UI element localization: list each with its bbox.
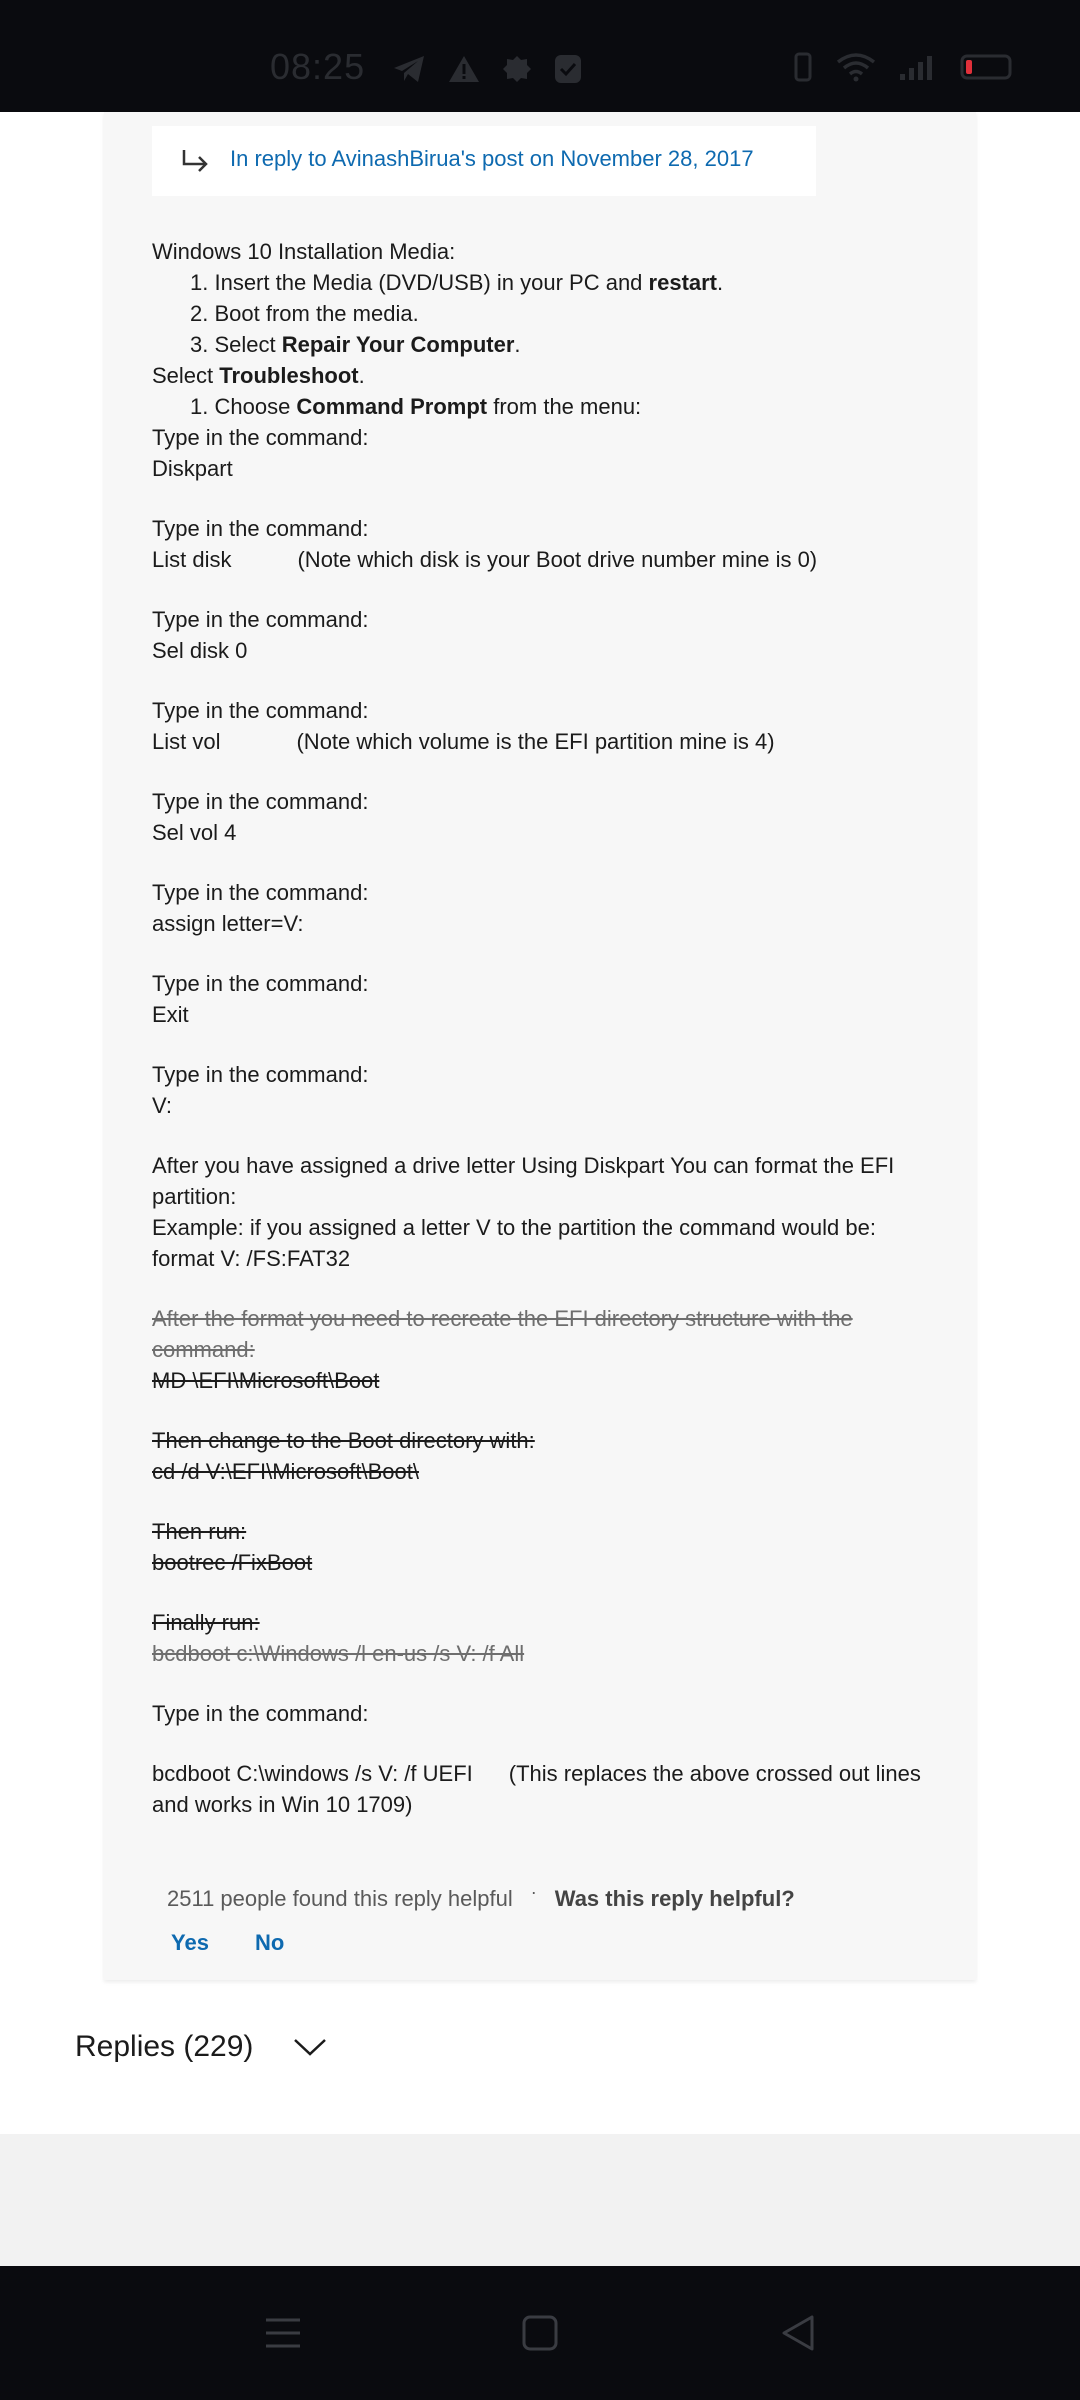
type-command-label: Type in the command:: [152, 1062, 369, 1087]
command-text: V:: [152, 1093, 172, 1118]
replies-label: Replies (229): [75, 2030, 254, 2063]
struck-text: Finally run:: [152, 1610, 260, 1635]
vibrate-icon: [792, 52, 814, 82]
command-text: List disk (Note which disk is your Boot drive number mine is 0): [152, 547, 818, 572]
step-choose: 1. Choose Command Prompt from the menu:: [190, 394, 642, 419]
reply-arrow-icon: [180, 148, 210, 174]
final-command: bcdboot C:\windows /s V: /f UEFI (This replaces the above crossed out lines and works in Win 10 1709): [152, 1761, 921, 1817]
badge-icon: [502, 54, 532, 84]
step-2: 2. Boot from the media.: [190, 301, 419, 326]
type-command-label: Type in the command:: [152, 1701, 369, 1726]
struck-command: MD \EFI\Microsoft\Boot: [152, 1368, 380, 1393]
helpful-count: 2511 people found this reply helpful: [167, 1886, 513, 1911]
back-icon[interactable]: [780, 2314, 816, 2352]
answer-card: [104, 112, 976, 1980]
telegram-icon: [392, 54, 426, 84]
reply-to-link[interactable]: In reply to AvinashBirua's post on November 28, 2017: [230, 146, 754, 171]
command-text: assign letter=V:: [152, 911, 304, 936]
step-1: 1. Insert the Media (DVD/USB) in your PC and restart.: [190, 270, 724, 295]
select-troubleshoot: Select Troubleshoot.: [152, 363, 365, 388]
type-command-label: Type in the command:: [152, 698, 369, 723]
struck-text: Then run:: [152, 1519, 247, 1544]
system-nav-bar: [0, 2266, 1080, 2400]
type-command-label: Type in the command:: [152, 607, 369, 632]
command-text: Diskpart: [152, 456, 233, 481]
struck-text: After the format you need to recreate the EFI directory structure with the command:: [152, 1306, 853, 1362]
helpful-summary: [167, 1882, 795, 1912]
after-assign-text: After you have assigned a drive letter Using Diskpart You can format the EFI partition:: [152, 1153, 895, 1209]
struck-command: bootrec /FixBoot: [152, 1550, 313, 1575]
choose-list: [152, 391, 942, 422]
type-command-label: Type in the command:: [152, 880, 369, 905]
type-command-label: Type in the command:: [152, 425, 369, 450]
type-command-label: Type in the command:: [152, 516, 369, 541]
home-icon[interactable]: [522, 2314, 558, 2352]
wifi-icon: [836, 52, 876, 82]
notification-icons: [392, 54, 582, 84]
struck-command: bcdboot c:\Windows /l en-us /s V: /f All: [152, 1641, 525, 1666]
replies-toggle[interactable]: [75, 2030, 327, 2064]
step-3: 3. Select Repair Your Computer.: [190, 332, 521, 357]
command-text: Exit: [152, 1002, 189, 1027]
post-body: [152, 236, 942, 1820]
command-text: List vol (Note which volume is the EFI partition mine is 4): [152, 729, 775, 754]
type-command-label: Type in the command:: [152, 971, 369, 996]
no-button[interactable]: No: [255, 1930, 285, 1955]
separator-dot: ·: [530, 1882, 537, 1902]
type-command-label: Type in the command:: [152, 789, 369, 814]
example-text: Example: if you assigned a letter V to the partition the command would be:: [152, 1215, 876, 1240]
struck-text: Then change to the Boot directory with:: [152, 1428, 535, 1453]
command-text: Sel disk 0: [152, 638, 248, 663]
battery-icon: [960, 52, 1014, 82]
menu-icon[interactable]: [264, 2314, 302, 2352]
post-intro: Windows 10 Installation Media:: [152, 239, 456, 264]
status-time: 08:25: [270, 46, 366, 87]
command-text: format V: /FS:FAT32: [152, 1246, 351, 1271]
command-text: Sel vol 4: [152, 820, 237, 845]
struck-command: cd /d V:\EFI\Microsoft\Boot\: [152, 1459, 419, 1484]
status-bar: [0, 0, 1080, 112]
shield-check-icon: [554, 54, 582, 84]
system-icons: [792, 52, 1014, 82]
warning-icon: [448, 54, 480, 84]
page-footer-area: [0, 2134, 1080, 2266]
yes-button[interactable]: Yes: [171, 1930, 209, 1955]
helpful-question: Was this reply helpful?: [554, 1886, 795, 1911]
chevron-down-icon: [293, 2037, 327, 2057]
signal-icon: [898, 52, 938, 82]
reply-reference: [152, 126, 816, 196]
steps-list: [152, 267, 942, 360]
